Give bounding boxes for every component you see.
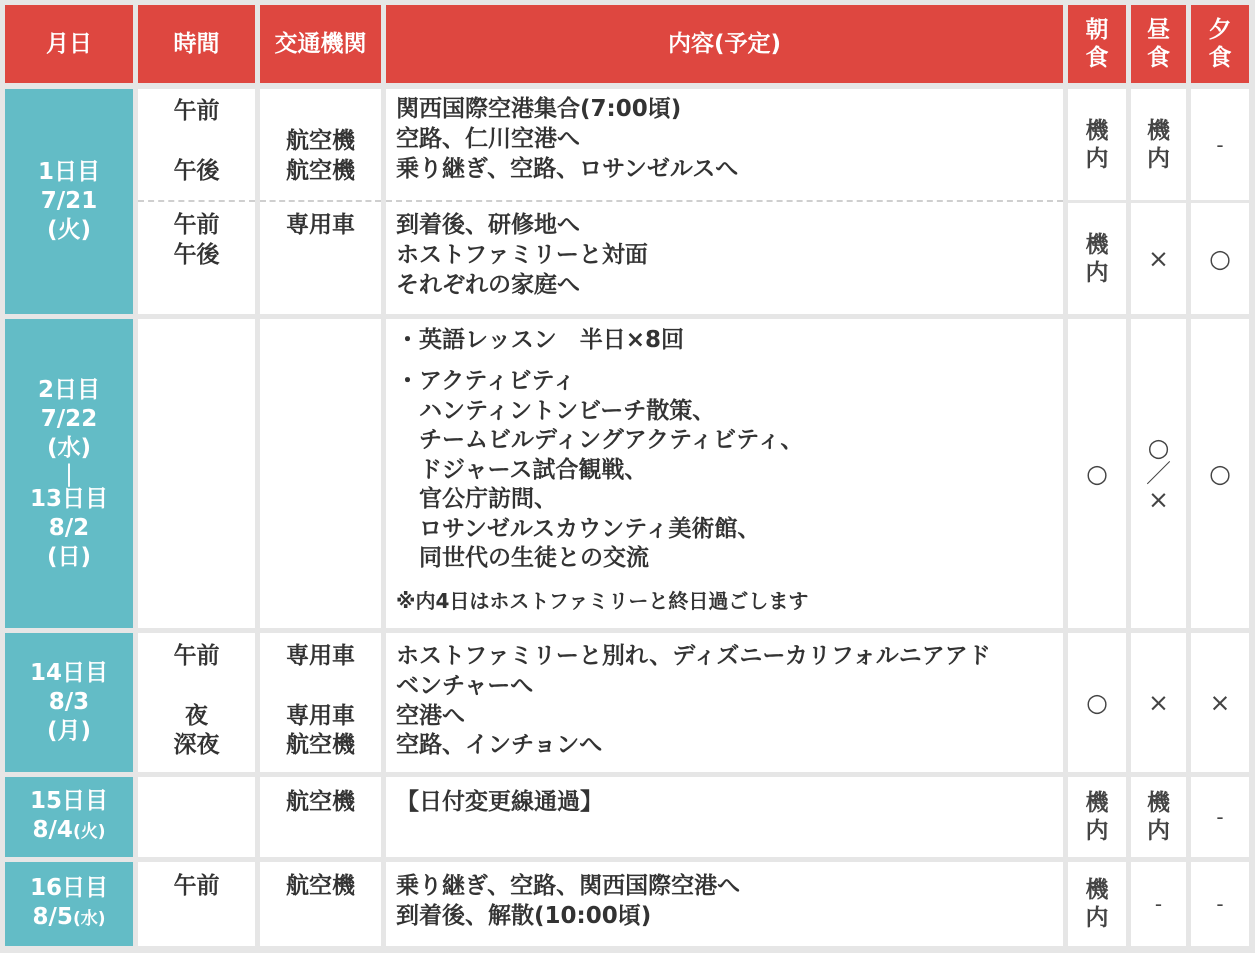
day1-time-cell	[138, 89, 255, 314]
day2-breakfast: ○	[1086, 458, 1108, 488]
day2-date-line1: 2日目	[37, 376, 100, 403]
day1-content-line3: 乗り継ぎ、空路、ロサンゼルスへ	[396, 156, 739, 182]
day1b-time-pm: 午後	[173, 242, 220, 268]
day2-content-cell	[386, 319, 1063, 628]
day2-time-cell	[138, 319, 255, 628]
day1-date-cell	[5, 89, 133, 314]
header-lunch-line1: 昼	[1147, 17, 1170, 43]
day16-date-paren: (水)	[72, 909, 106, 929]
day2-content-line4: チームビルディングアクティビティ、	[396, 427, 804, 453]
day2-lunch-3: ×	[1148, 484, 1169, 514]
day1-content-line2: 空路、仁川空港へ	[396, 126, 580, 152]
day2-date-line2: 7/22	[40, 405, 98, 432]
day1b-content-line2: ホストファミリーと対面	[396, 242, 648, 268]
day1b-breakfast-cell	[1068, 203, 1126, 314]
day1a-dinner-cell	[1191, 89, 1249, 200]
day16-lunch: -	[1154, 892, 1163, 916]
day16-date-cell	[5, 862, 133, 946]
day15-date-sub: 8/4	[32, 817, 73, 843]
day15-transport-cell	[260, 777, 381, 857]
day1a-lunch-cell	[1131, 89, 1186, 200]
day1-time-divider	[138, 200, 255, 202]
header-dinner-line2: 食	[1208, 45, 1232, 71]
day1-date-line2: 7/21	[40, 188, 98, 214]
day14-content-cell	[386, 633, 1063, 772]
day1b-breakfast-1: 機	[1085, 231, 1109, 258]
day1b-breakfast-2: 内	[1085, 259, 1109, 286]
day1b-content-line3: それぞれの家庭へ	[396, 272, 580, 298]
header-content: 内容(予定)	[386, 5, 1063, 83]
day15-dinner: -	[1216, 805, 1224, 829]
day16-time: 午前	[173, 873, 220, 899]
day15-content: 【日付変更線通過】	[396, 789, 603, 815]
day1-content-divider	[386, 200, 1063, 202]
header-date: 月日	[5, 5, 133, 83]
day2-lunch-cell	[1131, 319, 1186, 628]
header-transport: 交通機関	[260, 5, 381, 83]
day16-content-line1: 乗り継ぎ、空路、関西国際空港へ	[396, 873, 741, 899]
day1-time-pm: 午後	[173, 158, 220, 184]
day16-transport-cell	[260, 862, 381, 946]
day14-transport-1: 専用車	[286, 643, 355, 669]
header-breakfast-line2: 食	[1085, 45, 1109, 71]
day1a-lunch-2: 内	[1147, 145, 1170, 172]
day1a-breakfast-2: 内	[1085, 145, 1109, 172]
day2-content-line1: ・英語レッスン 半日×8回	[396, 327, 685, 353]
day14-date-line3: (月)	[46, 718, 92, 744]
day1b-lunch-cell	[1131, 203, 1186, 314]
day1a-dinner: -	[1216, 132, 1224, 157]
day2-date-line6: 8/2	[48, 514, 90, 541]
day15-breakfast-2: 内	[1085, 818, 1109, 844]
day1b-transport: 専用車	[286, 212, 355, 238]
day14-transport-3: 航空機	[286, 732, 355, 758]
day16-date-sub: 8/5	[32, 904, 73, 930]
day2-content-line8: 同世代の生徒との交流	[396, 545, 649, 571]
day14-dinner: ×	[1209, 687, 1231, 717]
day16-dinner-cell	[1191, 862, 1249, 946]
day1b-time-am: 午前	[173, 212, 220, 238]
day1a-lunch-1: 機	[1147, 117, 1170, 144]
day14-content-line1: ホストファミリーと別れ、ディズニーカリフォルニアアド	[396, 643, 991, 669]
day14-date-cell	[5, 633, 133, 772]
day1b-content-line1: 到着後、研修地へ	[396, 212, 580, 238]
day2-date-line3: (水)	[46, 434, 92, 461]
day14-dinner-cell	[1191, 633, 1249, 772]
day2-date-line5: 13日目	[29, 485, 108, 512]
day16-breakfast-1: 機	[1085, 877, 1109, 903]
day2-content-line6: 官公庁訪問、	[396, 486, 557, 512]
day2-dinner-cell	[1191, 319, 1249, 628]
day16-time-cell	[138, 862, 255, 946]
day1-content-line1: 関西国際空港集合(7:00頃)	[396, 96, 682, 122]
day16-date-sub-line	[33, 903, 106, 934]
day2-content-note: ※内4日はホストファミリーと終日過ごします	[396, 589, 809, 613]
day14-content-line2: ベンチャーへ	[396, 673, 534, 699]
day14-time-cell	[138, 633, 255, 772]
day2-breakfast-cell	[1068, 319, 1126, 628]
day2-date-line7: (日)	[46, 543, 92, 570]
day2-date-cell	[5, 319, 133, 628]
header-breakfast-line1: 朝	[1085, 17, 1109, 43]
day14-breakfast: ○	[1086, 687, 1108, 717]
day15-lunch-1: 機	[1147, 790, 1170, 816]
day2-content-line2: ・アクティビティ	[396, 368, 576, 394]
day15-lunch-cell	[1131, 777, 1186, 857]
day14-breakfast-cell	[1068, 633, 1126, 772]
header-breakfast	[1068, 5, 1126, 83]
day16-content-cell	[386, 862, 1063, 946]
day1-date-line3: (火)	[46, 217, 92, 243]
day16-lunch-cell	[1131, 862, 1186, 946]
day1-date-line1: 1日目	[37, 159, 100, 185]
day14-time-latenight: 深夜	[173, 732, 220, 758]
day14-content-line3: 空港へ	[396, 703, 465, 729]
day16-breakfast-2: 内	[1085, 905, 1109, 931]
day16-dinner: -	[1216, 892, 1224, 916]
day2-transport-cell	[260, 319, 381, 628]
day14-lunch: ×	[1148, 687, 1169, 717]
day2-content-line3: ハンティントンビーチ散策、	[396, 398, 716, 424]
day14-time-night: 夜	[185, 703, 208, 729]
day16-date-main: 16日目	[29, 875, 108, 901]
day1-transport-cell	[260, 89, 381, 314]
day15-date-cell	[5, 777, 133, 857]
day1-time-am: 午前	[173, 98, 220, 124]
header-lunch	[1131, 5, 1186, 83]
header-dinner-line1: 夕	[1208, 17, 1232, 43]
day1-transport-1: 航空機	[286, 128, 355, 154]
day14-content-line4: 空路、インチョンへ	[396, 732, 603, 758]
day1-transport-divider	[260, 200, 381, 202]
day15-date-main: 15日目	[29, 788, 108, 814]
day1-content-cell	[386, 89, 1063, 314]
day1a-breakfast-cell	[1068, 89, 1126, 200]
day2-content-line7: ロサンゼルスカウンティ美術館、	[396, 516, 761, 542]
day2-date-range-bar: |	[65, 460, 73, 487]
day15-breakfast-1: 機	[1085, 790, 1109, 816]
day15-transport: 航空機	[286, 789, 355, 815]
day16-content-line2: 到着後、解散(10:00頃)	[396, 903, 652, 929]
day16-transport: 航空機	[286, 873, 355, 899]
day15-content-cell	[386, 777, 1063, 857]
day14-date-line1: 14日目	[29, 660, 108, 686]
day1b-dinner: ○	[1209, 243, 1231, 273]
day16-breakfast-cell	[1068, 862, 1126, 946]
day2-lunch-1: ○	[1147, 432, 1170, 462]
day14-transport-2: 専用車	[286, 703, 355, 729]
day15-date-paren: (火)	[72, 822, 106, 842]
day1-transport-2: 航空機	[286, 158, 355, 184]
day14-date-line2: 8/3	[48, 689, 90, 715]
day15-dinner-cell	[1191, 777, 1249, 857]
day2-lunch-2: ／	[1145, 458, 1171, 488]
day14-transport-cell	[260, 633, 381, 772]
day15-lunch-2: 内	[1147, 818, 1170, 844]
header-dinner	[1191, 5, 1249, 83]
day1a-breakfast-1: 機	[1085, 117, 1109, 144]
day15-time-cell	[138, 777, 255, 857]
day14-lunch-cell	[1131, 633, 1186, 772]
header-lunch-line2: 食	[1147, 45, 1170, 71]
day14-time-am: 午前	[173, 643, 220, 669]
day1b-lunch: ×	[1148, 243, 1169, 273]
day15-date-sub-line	[33, 816, 106, 847]
header-time: 時間	[138, 5, 255, 83]
day2-content-line5: ドジャース試合観戦、	[396, 457, 648, 483]
day1b-dinner-cell	[1191, 203, 1249, 314]
day2-dinner: ○	[1209, 458, 1231, 488]
day15-breakfast-cell	[1068, 777, 1126, 857]
